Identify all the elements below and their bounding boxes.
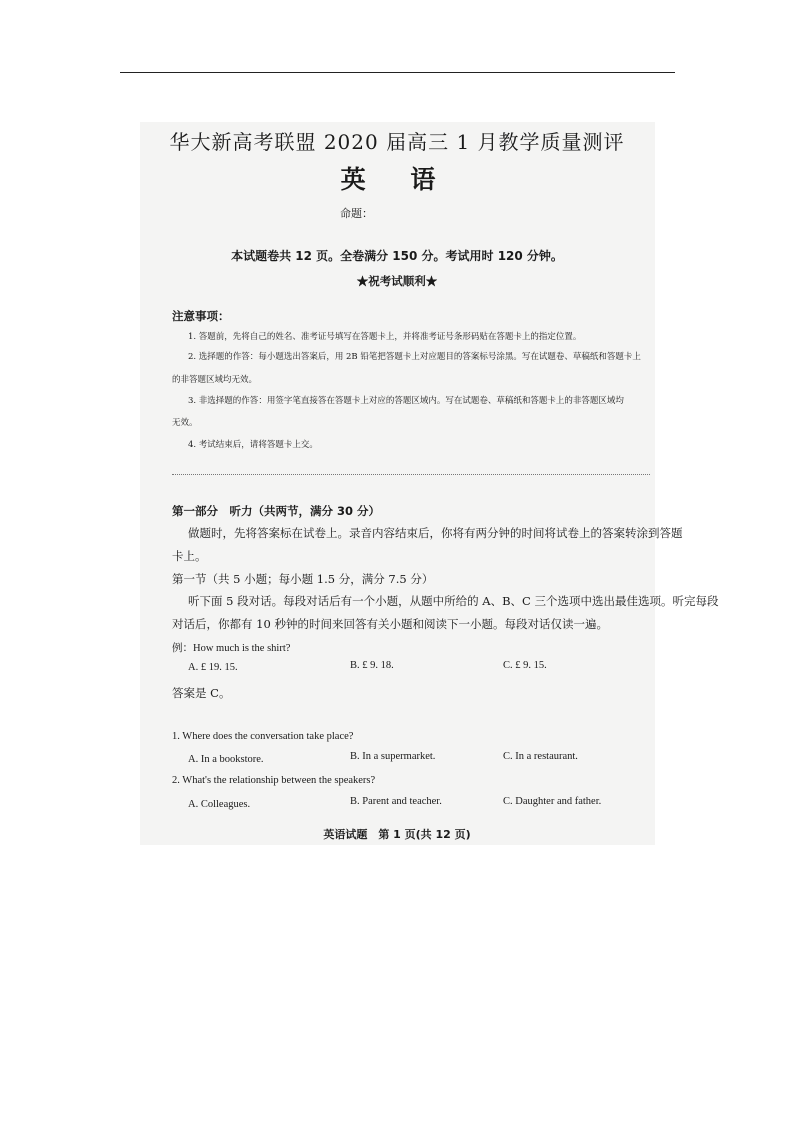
note-item: 无效。: [172, 418, 198, 428]
note-item: 3. 非选择题的作答：用签字笔直接答在答题卡上对应的答题区域内。写在试题卷、草稿纸和答题卡上的非答题区域均: [188, 396, 624, 406]
note-item: 4. 考试结束后，请将答题卡上交。: [188, 440, 318, 450]
example-option-a: A. £ 19. 15.: [188, 662, 238, 673]
question-1-option-c: C. In a restaurant.: [503, 751, 578, 762]
section-intro: 听下面 5 段对话。每段对话后有一个小题，从题中所给的 A、B、C 三个选项中选出最佳选项。听完每段: [188, 594, 719, 608]
note-item: 2. 选择题的作答：每小题选出答案后，用 2B 铅笔把答题卡上对应题目的答案标号涂黑。写在试题卷、草稿纸和答题卡上: [188, 352, 641, 362]
exam-info: 本试题卷共 12 页。全卷满分 150 分。考试用时 120 分钟。: [231, 249, 563, 263]
question-1: 1. Where does the conversation take place?: [172, 731, 354, 742]
section-heading: 第一节（共 5 小题；每小题 1.5 分，满分 7.5 分）: [172, 572, 434, 586]
divider: [172, 474, 650, 475]
example-option-c: C. £ 9. 15.: [503, 660, 547, 671]
subject-title: 英 语: [340, 165, 454, 194]
question-2: 2. What's the relationship between the speakers?: [172, 775, 376, 786]
top-rule: [120, 72, 675, 73]
part-intro: 做题时，先将答案标在试卷上。录音内容结束后，你将有两分钟的时间将试卷上的答案转涂到答题: [188, 526, 683, 540]
page-footer: 英语试题 第 1 页(共 12 页): [323, 828, 471, 841]
note-item: 的非答题区域均无效。: [172, 375, 258, 385]
example-option-b: B. £ 9. 18.: [350, 660, 394, 671]
section-intro: 对话后，你都有 10 秒钟的时间来回答有关小题和阅读下一小题。每段对话仅读一遍。: [172, 617, 608, 631]
notes-heading: 注意事项：: [172, 309, 230, 323]
author-label: 命题：: [340, 207, 373, 220]
question-1-option-a: A. In a bookstore.: [188, 754, 264, 765]
example-answer: 答案是 C。: [172, 686, 231, 700]
part-heading: 第一部分 听力（共两节，满分 30 分）: [172, 504, 381, 518]
good-luck-line: ★祝考试顺利★: [356, 274, 438, 288]
part-intro: 卡上。: [172, 549, 207, 563]
question-2-option-a: A. Colleagues.: [188, 799, 251, 810]
note-item: 1. 答题前，先将自己的姓名、准考证号填写在答题卡上，并将准考证号条形码贴在答题卡上的指定位置。: [188, 332, 582, 342]
question-2-option-b: B. Parent and teacher.: [350, 796, 442, 807]
exam-title: 华大新高考联盟 2020 届高三 1 月教学质量测评: [169, 130, 625, 154]
question-2-option-c: C. Daughter and father.: [503, 796, 602, 807]
example-question: 例：How much is the shirt?: [172, 643, 291, 654]
question-1-option-b: B. In a supermarket.: [350, 751, 436, 762]
